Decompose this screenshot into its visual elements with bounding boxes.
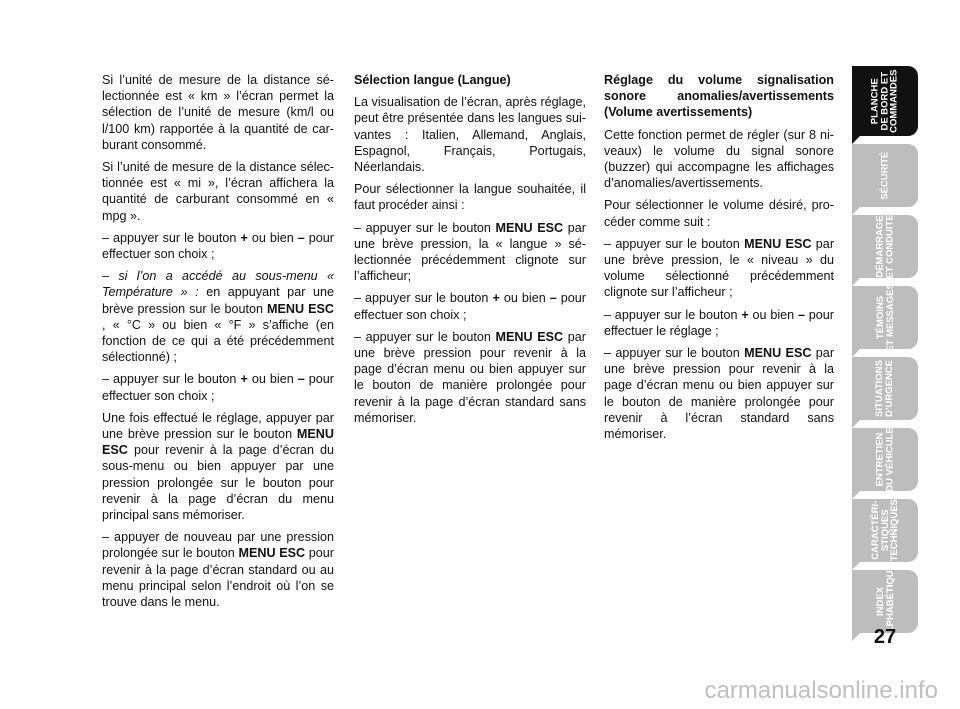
plus-key: + [492, 291, 500, 306]
text-column-2 [354, 72, 586, 432]
paragraph-after-setting: Une fois effectué le réglage, appuyer par une brève pression sur le bouton MENU ESC pour revenir à la page d’écran du sous-menu ou bien appuyer par une pression prolongée sur le bouton pour revenir à la page d’écran du menu principal sans mémoriser. [102, 410, 334, 523]
paragraph-press-menu-esc: – appuyer sur le bouton MENU ESC par une brève pression, la « langue » sélectionnée précédemment clignote sur l’afficheur; [354, 220, 586, 284]
menu-esc-key: MENU ESC [744, 346, 812, 361]
paragraph-select-choice: – appuyer sur le bouton + ou bien – pour effectuer son choix ; [354, 291, 586, 322]
tab-securite[interactable]: SÉCURITÉ [852, 144, 918, 207]
paragraph-temperature-submenu: – si l’on a accédé au sous-menu « Température » : en appuyant par une brève pression sur le bouton MENU ESC , « °C » ou bien « °F » s’affiche (en fonction de ce qui a été précédemment sélectionné) ; [102, 269, 334, 365]
tab-planche-de-bord[interactable]: PLANCHE DE BORD ET COMMANDES [852, 66, 918, 136]
minus-key: – [297, 372, 305, 387]
plus-key: + [240, 372, 248, 387]
paragraph-return: – appuyer sur le bouton MENU ESC par une brève pression pour revenir à la page d’écran menu ou bien appuyer sur le bouton de manière prolongée pour revenir à l’écran standard sans mémoriser. [604, 346, 835, 442]
minus-key: – [297, 230, 305, 245]
paragraph-press-menu-esc: – appuyer sur le bouton MENU ESC par une brève pression, le « niveau » du volume sélectionné précédemment clignote sur l’afficheur ; [604, 236, 835, 300]
plus-key: + [240, 230, 248, 245]
tab-caracteristiques[interactable]: CARACTÉRI- STIQUES TECHNIQUES [852, 499, 918, 562]
text-column-3 [604, 72, 834, 448]
tab-situations-urgence[interactable]: SITUATIONS D’URGENCE [852, 357, 918, 420]
page-number: 27 [873, 626, 897, 648]
paragraph-select-choice-2: – appuyer sur le bouton + ou bien – pour effectuer son choix ; [102, 372, 334, 403]
paragraph-volume-description: Cette fonction permet de régler (sur 8 niveaux) le volume du signal sonore (buzzer) qui accompagne les affichages d’anomalies/avertissements. [604, 127, 834, 191]
tab-temoins[interactable]: TÉMOINS ET MESSAGES [852, 286, 918, 349]
paragraph-adjust: – appuyer sur le bouton + ou bien – pour effectuer le réglage ; [604, 307, 834, 338]
menu-esc-key: MENU ESC [238, 546, 306, 561]
tab-entretien[interactable]: ENTRETIEN DU VÉHICULE [852, 428, 918, 491]
paragraph-long-press: – appuyer de nouveau par une pression prolongée sur le bouton MENU ESC pour revenir à la page d’écran standard ou au menu principal selon l’endroit où l’on se trouve dans le menu. [102, 530, 334, 610]
watermark: carmanualsonline.info [0, 672, 960, 709]
minus-key: – [549, 291, 557, 306]
paragraph-return: – appuyer sur le bouton MENU ESC par une brève pression pour revenir à la page d’écran menu ou bien appuyer sur le bouton de manière prolongée pour revenir à la page d’écran standard sans mémoriser. [354, 329, 586, 425]
paragraph-mi-unit: Si l’unité de mesure de la distance sélectionnée est « mi », l’écran affichera la quantité de carburant consommé en « mpg ». [102, 160, 334, 223]
menu-esc-key: MENU ESC [495, 220, 564, 235]
tab-demarrage[interactable]: DÉMARRAGE ET CONDUITE [852, 215, 918, 278]
section-heading-volume: Réglage du volume signalisation sonore anomalies/avertissements (Volume avertissements) [604, 73, 834, 120]
menu-esc-key: MENU ESC [102, 427, 334, 458]
text-column-1 [102, 72, 334, 616]
minus-key: – [797, 307, 805, 322]
paragraph-select-choice: – appuyer sur le bouton + ou bien – pour effectuer son choix ; [102, 230, 334, 262]
paragraph-procedure-intro: Pour sélectionner le volume désiré, procéder comme suit : [604, 198, 834, 229]
tab-index[interactable]: INDEX ALPHABÉTIQUE [852, 570, 918, 633]
menu-esc-key: MENU ESC [744, 236, 812, 251]
paragraph-procedure-intro: Pour sélectionner la langue souhaitée, il faut procéder ainsi : [354, 182, 586, 213]
menu-esc-key: MENU ESC [495, 329, 564, 344]
paragraph-km-unit: Si l’unité de mesure de la distance sélectionnée est « km » l’écran permet la sélection de l’unité de mesure (km/l ou l/100 km) rapportée à la quantité de carburant consommé. [102, 73, 334, 152]
plus-key: + [741, 307, 749, 322]
menu-esc-key: MENU ESC [267, 301, 334, 316]
section-heading-language: Sélection langue (Langue) [354, 73, 511, 87]
paragraph-language-list: La visualisation de l’écran, après réglage, peut être présentée dans les langues suivantes : Italien, Allemand, Anglais, Espagnol, Français, Portugais, Néerlandais. [354, 95, 586, 175]
section-tabs [852, 66, 918, 641]
